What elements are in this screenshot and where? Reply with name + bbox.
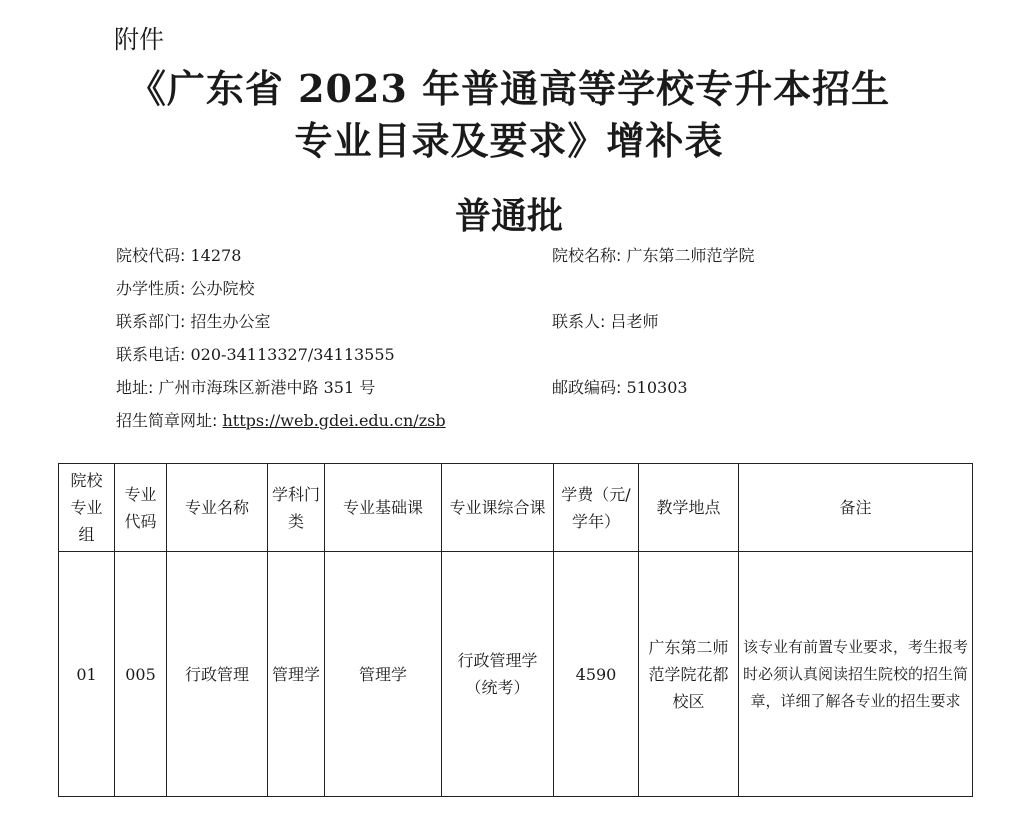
major-table (58, 463, 973, 797)
table-row (59, 552, 973, 797)
cell-discipline: 管理学 (268, 552, 325, 797)
header-location: 教学地点 (639, 464, 739, 552)
school-code-row (116, 246, 241, 266)
contact-person-label: 联系人: (552, 312, 606, 331)
cell-name: 行政管理 (167, 552, 268, 797)
school-name-value: 广东第二师范学院 (626, 246, 755, 265)
school-code-value: 14278 (190, 246, 242, 265)
header-name: 专业名称 (167, 464, 268, 552)
cell-comprehensive-course: 行政管理学（统考） (442, 552, 554, 797)
attachment-label: 附件 (114, 25, 165, 54)
school-code-label: 院校代码: (116, 246, 186, 265)
contact-dept-row (116, 312, 271, 332)
school-nature-value: 公办院校 (190, 279, 255, 298)
batch-heading: 普通批 (454, 196, 563, 237)
website-link[interactable]: https://web.gdei.edu.cn/zsb (222, 411, 446, 430)
cell-basic-course: 管理学 (325, 552, 442, 797)
address-row (116, 378, 375, 398)
postcode-label: 邮政编码: (552, 378, 622, 397)
contact-person-row (552, 312, 659, 332)
header-remark: 备注 (739, 464, 973, 552)
contact-dept-label: 联系部门: (116, 312, 186, 331)
header-code: 专业代码 (115, 464, 167, 552)
phone-label: 联系电话: (116, 345, 186, 364)
header-basic-course: 专业基础课 (325, 464, 442, 552)
phone-row (116, 345, 395, 365)
school-nature-label: 办学性质: (116, 279, 186, 298)
cell-location: 广东第二师范学院花都校区 (639, 552, 739, 797)
address-label: 地址: (116, 378, 154, 397)
school-name-row (552, 246, 755, 266)
address-value: 广州市海珠区新港中路 351 号 (158, 378, 376, 397)
website-row (116, 411, 446, 431)
school-name-label: 院校名称: (552, 246, 622, 265)
cell-code: 005 (115, 552, 167, 797)
contact-person-value: 吕老师 (610, 312, 659, 331)
phone-value: 020-34113327/34113555 (190, 345, 395, 364)
website-label: 招生简章网址: (116, 411, 218, 430)
school-nature-row (116, 279, 255, 299)
contact-dept-value: 招生办公室 (190, 312, 271, 331)
header-comprehensive-course: 专业课综合课 (442, 464, 554, 552)
cell-group: 01 (59, 552, 115, 797)
cell-fee: 4590 (554, 552, 639, 797)
header-fee: 学费（元/学年） (554, 464, 639, 552)
postcode-row (552, 378, 688, 398)
table-header-row (59, 464, 973, 552)
document-title-line1: 《广东省 2023 年普通高等学校专升本招生 (127, 66, 891, 111)
cell-remark: 该专业有前置专业要求，考生报考时必须认真阅读招生院校的招生简章，详细了解各专业的招生要求 (739, 552, 973, 797)
document-title-line2: 专业目录及要求》增补表 (294, 118, 724, 163)
header-group: 院校专业组 (59, 464, 115, 552)
header-discipline: 学科门类 (268, 464, 325, 552)
postcode-value: 510303 (626, 378, 688, 397)
